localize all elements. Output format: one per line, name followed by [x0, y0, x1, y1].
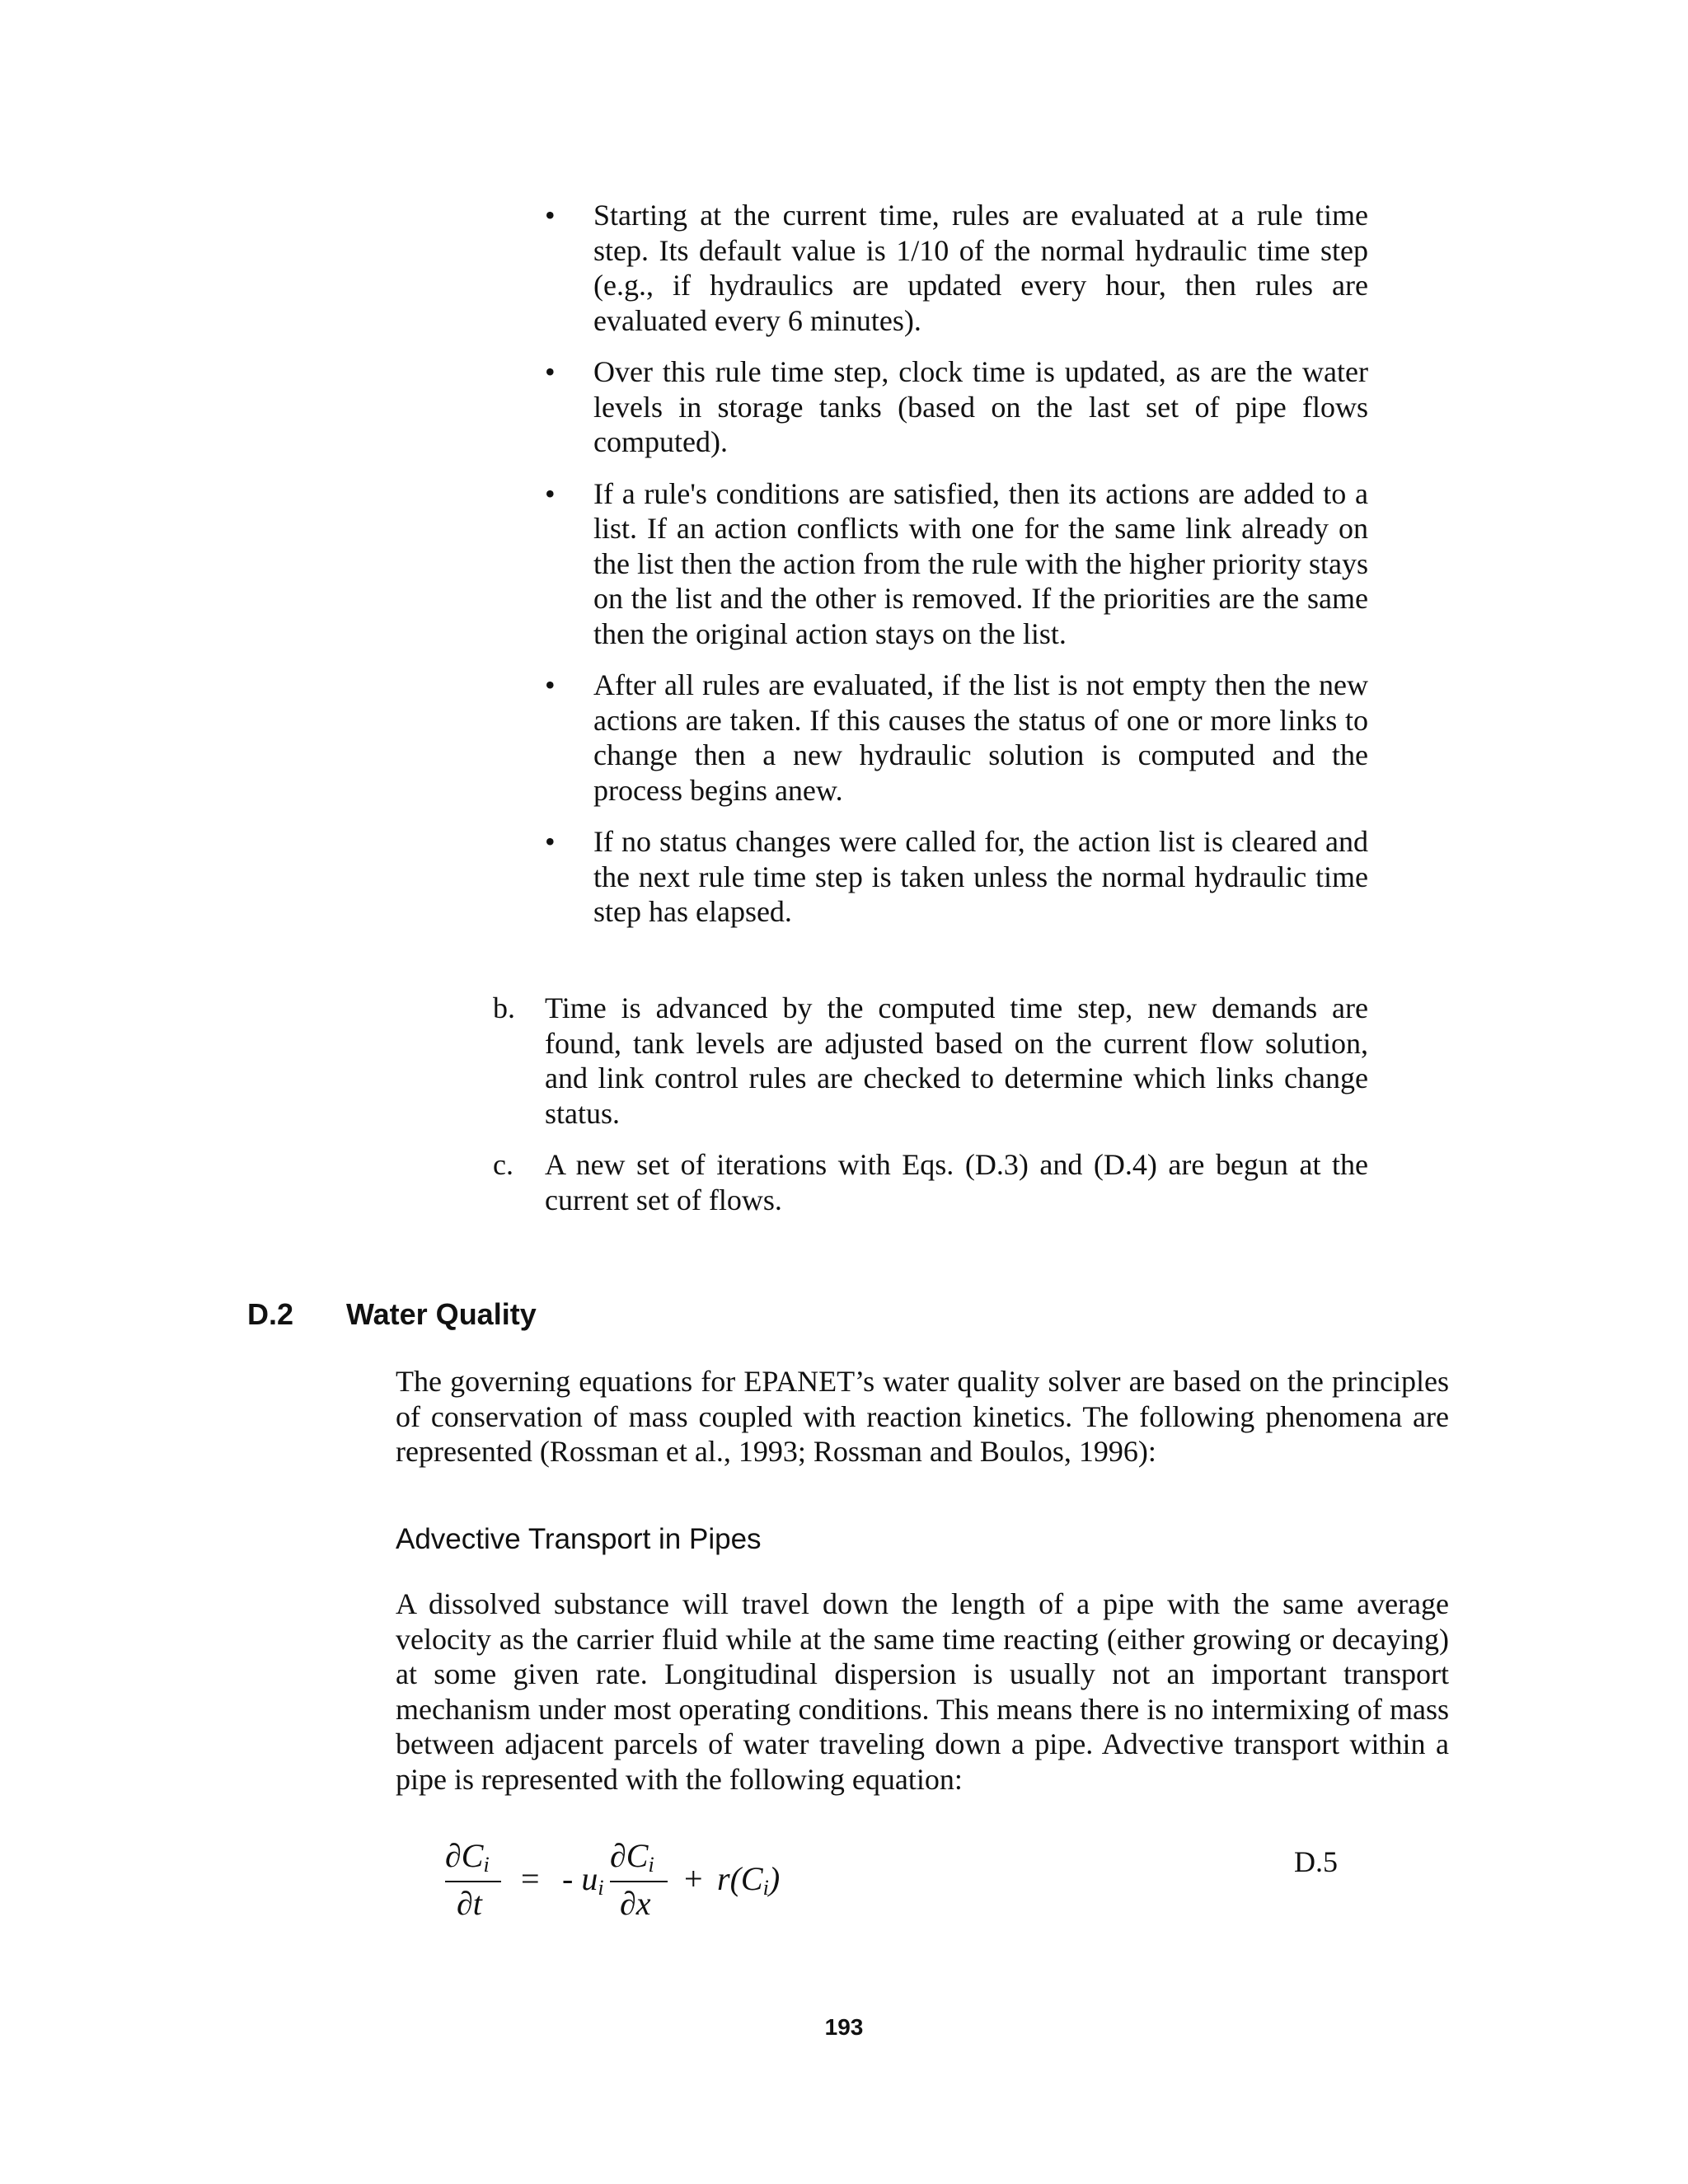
intro-paragraph: The governing equations for EPANET’s water quality solver are based on the principles of conservation of mass coupled with reaction kinetics. The following phenomena are represented (Rossman et al., 1993; Rossman and Boulos, 1996): [396, 1365, 1449, 1468]
list-letter: b. [493, 991, 515, 1024]
bullet-icon: • [545, 199, 556, 232]
bullet-icon: • [545, 825, 556, 858]
bullet-text: After all rules are evaluated, if the list is not empty then the new actions are taken. If this causes the status of one or more links to change then a new hydraulic solution is computed and the process begins anew. [593, 668, 1368, 807]
rule-evaluation-bullet-list [544, 198, 1368, 946]
bullet-icon: • [545, 355, 556, 388]
lhs-fraction-bar [445, 1881, 501, 1882]
bullet-icon: • [545, 668, 556, 701]
list-item [544, 668, 1368, 808]
rhs-denominator: ∂x [620, 1885, 651, 1922]
bullet-text: If no status changes were called for, the action list is cleared and the next rule time step is taken unless the normal hydraulic time step has elapsed. [593, 825, 1368, 928]
list-item [544, 824, 1368, 930]
section-heading [247, 1297, 537, 1332]
section-title: Water Quality [346, 1297, 537, 1331]
equation-number: D.5 [1294, 1845, 1338, 1878]
bullet-text: Starting at the current time, rules are evaluated at a rule time step. Its default value is 1/10 of the normal hydraulic time step (e.g., if hydraulics are updated every hour, then rules are evaluated every 6 minutes). [593, 199, 1368, 337]
page-number: 193 [824, 2014, 864, 2040]
advective-paragraph: A dissolved substance will travel down the length of a pipe with the same average velocity as the carrier fluid while at the same time reacting (either growing or decaying) at some given rate. Longitudinal dispersion is usually not an important transport mechanism under most operating conditions. This means there is no intermixing of mass between adjacent parcels of water traveling down a pipe. Advective transport within a pipe is represented with the following equation: [396, 1587, 1449, 1796]
lettered-step-list [493, 991, 1368, 1234]
list-item [493, 991, 1368, 1131]
list-item-text: Time is advanced by the computed time step, new demands are found, tank levels are adjusted based on the current flow solution, and link control rules are checked to determine which links change status. [545, 991, 1368, 1130]
equation-d5 [445, 1836, 1368, 1935]
list-item [493, 1147, 1368, 1217]
lhs-numerator: $\partial C_i$ [445, 1837, 490, 1877]
bullet-icon: • [545, 476, 556, 510]
list-item [544, 476, 1368, 652]
subsection-heading: Advective Transport in Pipes [396, 1523, 762, 1555]
bullet-text: Over this rule time step, clock time is updated, as are the water levels in storage tanks (based on the last set of pipe flows computed). [593, 355, 1368, 458]
rhs-fraction-bar [610, 1881, 668, 1882]
bullet-text: If a rule's conditions are satisfied, then its actions are added to a list. If an action conflicts with one for the same link already on the list then the action from the rule with the higher priority stays on the list and the other is removed. If the priorities are the same then the original action stays on the list. [593, 476, 1368, 650]
list-item [544, 354, 1368, 460]
velocity-term: - $u_i$ [562, 1860, 604, 1900]
list-item [544, 198, 1368, 338]
rhs-numerator: $\partial C_i$ [610, 1837, 654, 1877]
plus-sign: + [684, 1860, 703, 1897]
advective-paragraph-block [396, 1586, 1449, 1797]
intro-paragraph-block [396, 1364, 1449, 1469]
equals-sign: = [521, 1860, 540, 1897]
list-letter: c. [493, 1148, 513, 1181]
section-number: D.2 [247, 1297, 294, 1331]
list-item-text: A new set of iterations with Eqs. (D.3) and (D.4) are begun at the current set of flows. [545, 1148, 1368, 1216]
reaction-term: $r(C_i)$ [717, 1860, 781, 1900]
lhs-denominator: ∂t [457, 1885, 482, 1922]
